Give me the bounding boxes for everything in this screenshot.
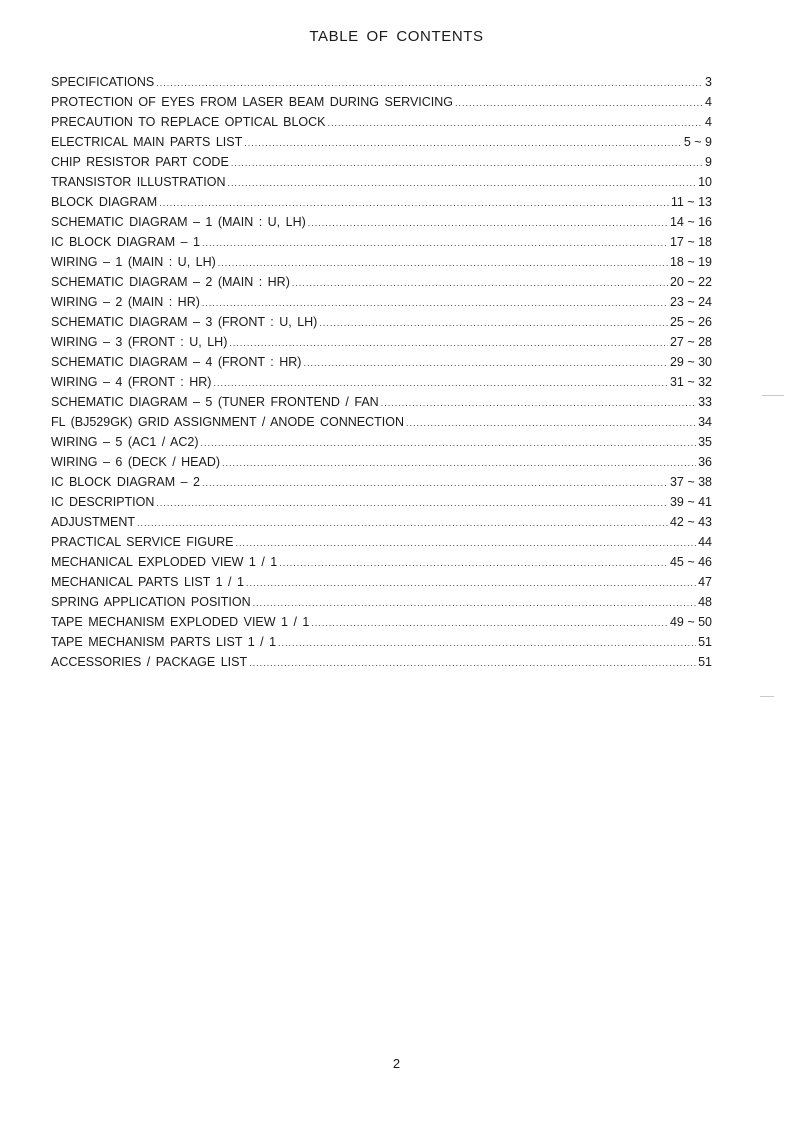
toc-entry-title: BLOCK DIAGRAM: [51, 195, 158, 209]
dot-leader: [406, 413, 696, 432]
toc-entry-page: 20 ~ 22: [669, 275, 712, 289]
toc-entry-title: TAPE MECHANISM PARTS LIST 1 / 1: [51, 635, 277, 649]
dot-leader: [218, 253, 668, 272]
scan-mark: [762, 395, 784, 396]
dot-leader: [202, 233, 668, 252]
toc-entry-title: SCHEMATIC DIAGRAM – 3 (FRONT : U, LH): [51, 315, 318, 329]
toc-entry-page: 47: [698, 575, 712, 589]
toc-entry[interactable]: [51, 252, 712, 272]
toc-entry-title: SCHEMATIC DIAGRAM – 2 (MAIN : HR): [51, 275, 290, 289]
toc-entry[interactable]: [51, 652, 712, 672]
toc-entry-title: WIRING – 3 (FRONT : U, LH): [51, 335, 228, 349]
dot-leader: [381, 393, 696, 412]
toc-entry-page: 45 ~ 46: [669, 555, 712, 569]
toc-entry-page: 3: [705, 75, 712, 89]
toc-entry[interactable]: [51, 612, 712, 632]
toc-entry-page: 23 ~ 24: [669, 295, 712, 309]
dot-leader: [279, 553, 668, 572]
toc-entry[interactable]: [51, 512, 712, 532]
dot-leader: [231, 153, 703, 172]
toc-entry[interactable]: [51, 532, 712, 552]
toc-entry-title: CHIP RESISTOR PART CODE: [51, 155, 229, 169]
toc-entry-title: WIRING – 4 (FRONT : HR): [51, 375, 212, 389]
toc-entry-page: 37 ~ 38: [669, 475, 712, 489]
toc-entry-page: 51: [698, 655, 712, 669]
scan-mark: [760, 696, 774, 697]
toc-entry[interactable]: [51, 352, 712, 372]
dot-leader: [246, 573, 696, 592]
toc-entry-title: ELECTRICAL MAIN PARTS LIST: [51, 135, 243, 149]
toc-entry[interactable]: [51, 152, 712, 172]
toc-entry-page: 48: [698, 595, 712, 609]
dot-leader: [236, 533, 697, 552]
toc-entry[interactable]: [51, 472, 712, 492]
toc-entry-title: PROTECTION OF EYES FROM LASER BEAM DURING SERVICING: [51, 95, 454, 109]
dot-leader: [202, 293, 668, 312]
dot-leader: [253, 593, 696, 612]
toc-entry-page: 51: [698, 635, 712, 649]
toc-entry-page: 14 ~ 16: [669, 215, 712, 229]
toc-entry-title: WIRING – 5 (AC1 / AC2): [51, 435, 199, 449]
dot-leader: [213, 373, 667, 392]
toc-entry[interactable]: [51, 452, 712, 472]
dot-leader: [292, 273, 668, 292]
dot-leader: [137, 513, 668, 532]
page-title: TABLE OF CONTENTS: [309, 28, 484, 45]
toc-entry-page: 11 ~ 13: [670, 195, 712, 209]
toc-entry-title: SCHEMATIC DIAGRAM – 4 (FRONT : HR): [51, 355, 302, 369]
toc-entry[interactable]: [51, 332, 712, 352]
toc-entry[interactable]: [51, 232, 712, 252]
toc-entry-page: 35: [698, 435, 712, 449]
dot-leader: [156, 493, 668, 512]
toc-entry-page: 27 ~ 28: [669, 335, 712, 349]
dot-leader: [455, 93, 703, 112]
toc-entry-title: SPRING APPLICATION POSITION: [51, 595, 251, 609]
toc-entry-page: 31 ~ 32: [669, 375, 712, 389]
dot-leader: [311, 613, 668, 632]
toc-entry-title: MECHANICAL PARTS LIST 1 / 1: [51, 575, 244, 589]
toc-entry-title: FL (BJ529GK) GRID ASSIGNMENT / ANODE CONNECTION: [51, 415, 405, 429]
toc-entry-title: ADJUSTMENT: [51, 515, 136, 529]
toc-entry[interactable]: [51, 172, 712, 192]
toc-entry[interactable]: [51, 312, 712, 332]
toc-entry-page: 42 ~ 43: [669, 515, 712, 529]
toc-entry[interactable]: [51, 132, 712, 152]
toc-entry[interactable]: [51, 72, 712, 92]
toc-entry-page: 25 ~ 26: [669, 315, 712, 329]
toc-entry[interactable]: [51, 212, 712, 232]
toc-entry-page: 29 ~ 30: [669, 355, 712, 369]
toc-entry-title: WIRING – 1 (MAIN : U, LH): [51, 255, 216, 269]
toc-entry[interactable]: [51, 412, 712, 432]
dot-leader: [229, 333, 668, 352]
toc-entry-title: WIRING – 6 (DECK / HEAD): [51, 455, 221, 469]
dot-leader: [278, 633, 696, 652]
toc-entry-title: TRANSISTOR ILLUSTRATION: [51, 175, 226, 189]
dot-leader: [328, 113, 704, 132]
toc-entry-page: 39 ~ 41: [669, 495, 712, 509]
toc-entry[interactable]: [51, 192, 712, 212]
toc-entry[interactable]: [51, 292, 712, 312]
toc-entry[interactable]: [51, 552, 712, 572]
toc-entry-title: PRECAUTION TO REPLACE OPTICAL BLOCK: [51, 115, 326, 129]
toc-entry-page: 18 ~ 19: [669, 255, 712, 269]
dot-leader: [227, 173, 696, 192]
toc-entry-page: 5 ~ 9: [683, 135, 712, 149]
toc-entry[interactable]: [51, 572, 712, 592]
toc-entry-page: 17 ~ 18: [669, 235, 712, 249]
toc-entry-page: 44: [698, 535, 712, 549]
toc-entry-title: SPECIFICATIONS: [51, 75, 155, 89]
toc-entry-title: WIRING – 2 (MAIN : HR): [51, 295, 200, 309]
toc-entry-page: 34: [698, 415, 712, 429]
toc-entry-page: 33: [698, 395, 712, 409]
dot-leader: [244, 133, 682, 152]
dot-leader: [201, 433, 697, 452]
dot-leader: [308, 213, 668, 232]
dot-leader: [159, 193, 669, 212]
toc-entry-title: IC BLOCK DIAGRAM – 1: [51, 235, 201, 249]
toc-entry-page: 4: [705, 115, 712, 129]
dot-leader: [303, 353, 667, 372]
dot-leader: [319, 313, 668, 332]
toc-entry-page: 49 ~ 50: [669, 615, 712, 629]
page-number: 2: [392, 1056, 401, 1071]
toc-entry-title: ACCESSORIES / PACKAGE LIST: [51, 655, 248, 669]
toc-entry[interactable]: [51, 592, 712, 612]
toc-entry[interactable]: [51, 492, 712, 512]
dot-leader: [249, 653, 696, 672]
toc-entry-title: TAPE MECHANISM EXPLODED VIEW 1 / 1: [51, 615, 310, 629]
toc-entry-title: IC BLOCK DIAGRAM – 2: [51, 475, 201, 489]
toc-entry[interactable]: [51, 272, 712, 292]
toc-entry-title: IC DESCRIPTION: [51, 495, 155, 509]
toc-entry-title: SCHEMATIC DIAGRAM – 1 (MAIN : U, LH): [51, 215, 306, 229]
toc-entry-page: 4: [705, 95, 712, 109]
toc-entry[interactable]: [51, 392, 712, 412]
toc-entry[interactable]: [51, 92, 712, 112]
toc-entry-title: PRACTICAL SERVICE FIGURE: [51, 535, 234, 549]
table-of-contents: [51, 72, 712, 672]
toc-entry[interactable]: [51, 432, 712, 452]
toc-entry[interactable]: [51, 632, 712, 652]
dot-leader: [156, 73, 703, 92]
toc-entry-page: 9: [705, 155, 712, 169]
toc-entry-page: 10: [698, 175, 712, 189]
toc-entry-title: SCHEMATIC DIAGRAM – 5 (TUNER FRONTEND / FAN: [51, 395, 379, 409]
toc-entry-page: 36: [698, 455, 712, 469]
toc-entry[interactable]: [51, 112, 712, 132]
dot-leader: [202, 473, 668, 492]
toc-entry-title: MECHANICAL EXPLODED VIEW 1 / 1: [51, 555, 278, 569]
dot-leader: [222, 453, 696, 472]
toc-entry[interactable]: [51, 372, 712, 392]
